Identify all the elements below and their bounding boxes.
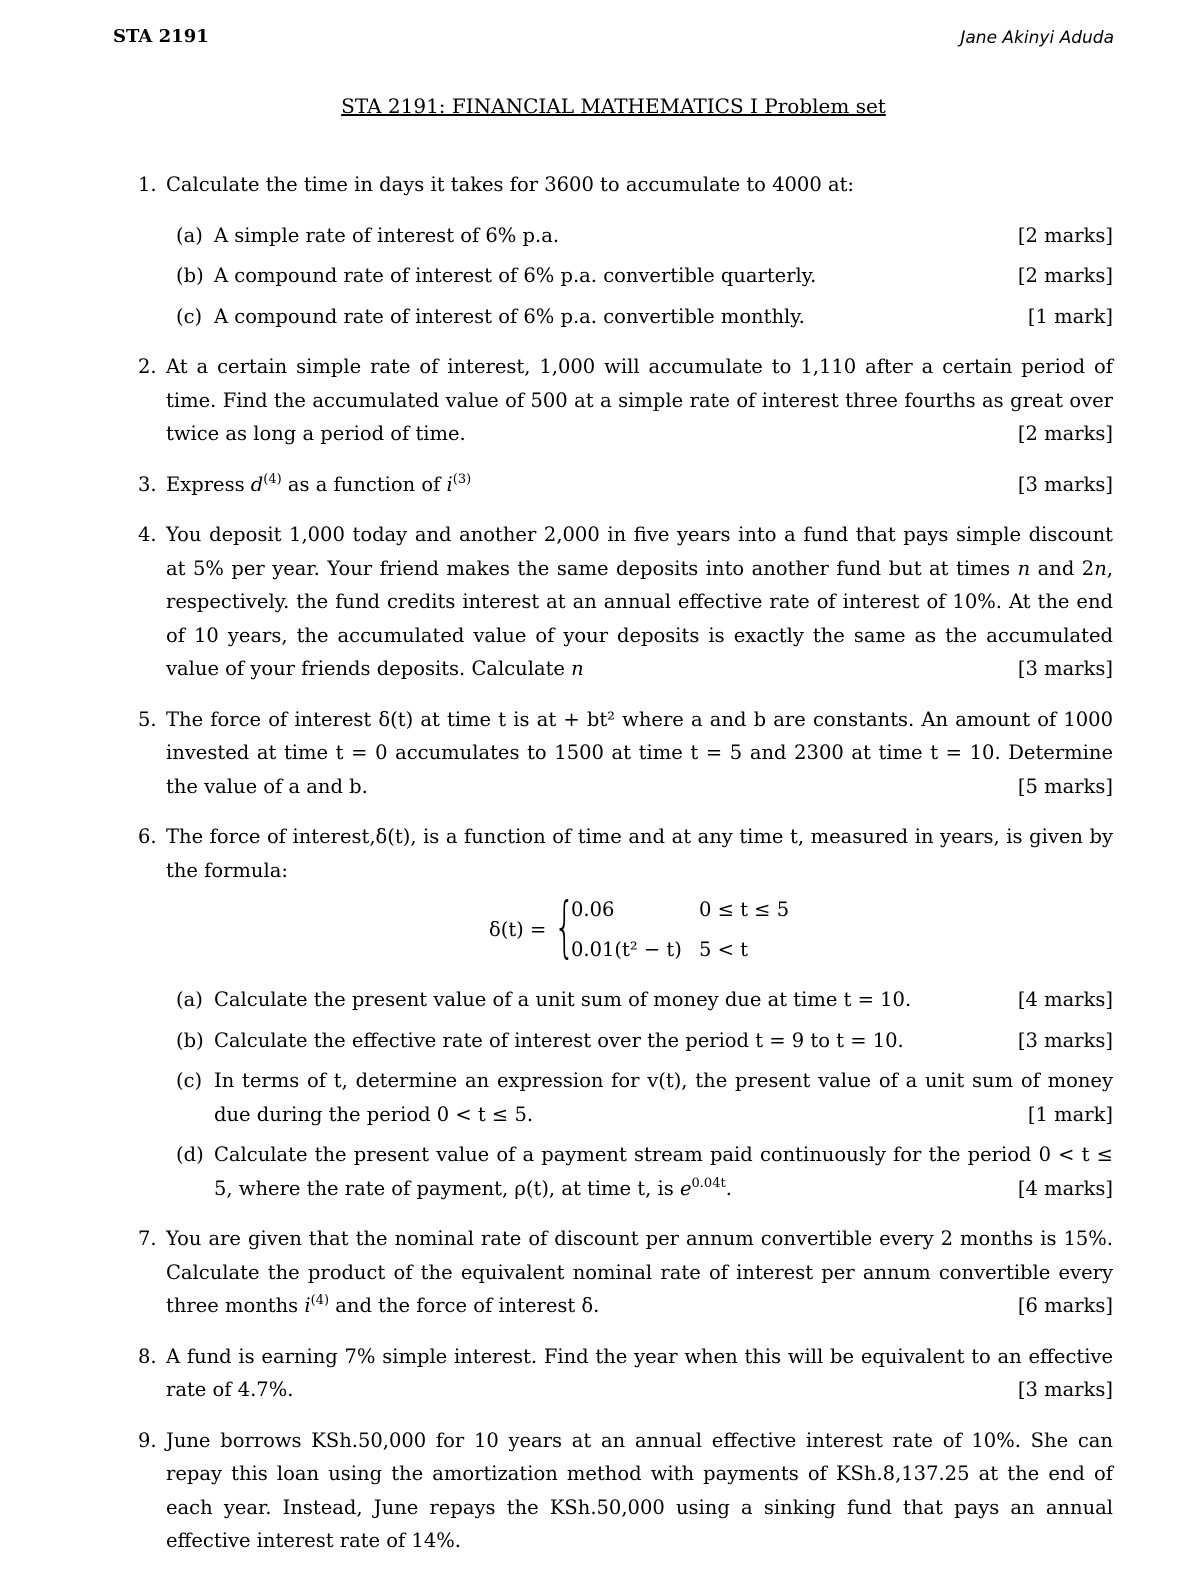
part-label: (a) <box>176 223 203 247</box>
marks: [3 marks] <box>1017 1028 1113 1052</box>
problem-7 <box>138 1222 1113 1323</box>
problem-text: Express <box>166 472 251 496</box>
part-d <box>166 1138 1113 1205</box>
part-label: (c) <box>176 304 203 328</box>
marks: [4 marks] <box>1017 1176 1113 1200</box>
marks: [6 marks] <box>1017 1294 1113 1317</box>
marks: [2 marks] <box>1017 264 1113 287</box>
case-1-value: 0.06 <box>571 898 615 921</box>
problem-number: 6. <box>138 825 157 848</box>
superscript: (4) <box>263 471 282 487</box>
author-name: Jane Akinyi Aduda <box>960 28 1114 48</box>
sub-parts <box>166 219 1113 334</box>
marks: [3 marks] <box>1017 657 1113 680</box>
marks: [4 marks] <box>1017 988 1113 1011</box>
marks: [2 marks] <box>1017 422 1113 445</box>
superscript: (3) <box>452 471 472 487</box>
problem-3 <box>138 468 1113 502</box>
superscript: 0.04t <box>691 1175 726 1191</box>
part-label: (b) <box>176 1028 204 1052</box>
problem-text: The force of interest δ(t) at time t is at + bt² where a and b are constants. An amount of 1000 invested at time t = 0 accumulates to 1500 at time t = 5 and 2300 at time t = 10. Determine the value of a and b. <box>166 707 1113 798</box>
problem-number: 4. <box>138 523 157 546</box>
marks: [1 mark] <box>1027 304 1113 328</box>
formula-lhs: δ(t) = <box>489 918 547 941</box>
problem-6 <box>138 820 1113 1205</box>
part-text: In terms of t, determine an expression for v(t), the present value of a unit sum of money due during the period 0 < t ≤ 5. <box>214 1069 1113 1126</box>
problem-4 <box>138 518 1113 686</box>
part-text: Calculate the present value of a unit sum of money due at time t = 10. <box>214 988 912 1011</box>
marks: [3 marks] <box>1017 1378 1113 1401</box>
marks: [1 mark] <box>1027 1102 1113 1126</box>
marks: [5 marks] <box>1017 774 1113 798</box>
course-code: STA 2191 <box>113 26 209 47</box>
problem-text: You deposit 1,000 today and another 2,000 in five years into a fund that pays simple discount at 5% per year. Your friend makes the same deposits into another fund but at times <box>166 523 1113 580</box>
problem-text: as a function of <box>281 472 447 496</box>
part-text: Calculate the present value of a payment stream paid continuously for the period 0 < t ≤ 5, where the rate of payment, ρ(t), at time t, is <box>214 1143 1113 1200</box>
symbol-i: i <box>304 1294 311 1317</box>
part-text: A compound rate of interest of 6% p.a. convertible monthly. <box>214 304 805 328</box>
part-a <box>166 983 1113 1017</box>
problem-list <box>138 168 1113 1575</box>
part-a <box>166 219 1113 253</box>
symbol-e: e <box>679 1176 692 1200</box>
problem-text: The force of interest,δ(t), is a function of time and at any time t, measured in years, is given by the formula: <box>166 825 1113 882</box>
problem-text: You are given that the nominal rate of discount per annum convertible every 2 months is 15%. Calculate the product of the equivalent nominal rate of interest per annum convertible every three months <box>166 1227 1113 1317</box>
problem-text: , respectively. the fund credits interest at an annual effective rate of interest of 10%. At the end of 10 years, the accumulated value of your deposits is exactly the same as the accumulated value of your friends deposits. Calculate <box>166 556 1113 680</box>
problem-number: 7. <box>138 1227 157 1250</box>
problem-5 <box>138 703 1113 804</box>
symbol-n: n <box>571 657 584 680</box>
problem-number: 9. <box>138 1428 157 1452</box>
problem-text: A fund is earning 7% simple interest. Find the year when this will be equivalent to an effective rate of 4.7%. <box>166 1344 1113 1401</box>
marks: [3 marks] <box>1017 472 1113 496</box>
problem-text: At a certain simple rate of interest, 1,000 will accumulate to 1,110 after a certain period of time. Find the accumulated value of 500 at a simple rate of interest three fourths as great over twice as long a period of time. <box>166 355 1113 445</box>
part-label: (c) <box>176 1069 203 1092</box>
problem-text: June borrows KSh.50,000 for 10 years at an annual effective interest rate of 10%. She can repay this loan using the amortization method with payments of KSh.8,137.25 at the end of each year. Instead, June repays the KSh.50,000 using a sinking fund that pays an annual effective interest rate of 14%. <box>166 1428 1113 1552</box>
part-c <box>166 1064 1113 1131</box>
part-b <box>166 1024 1113 1058</box>
problem-text: Calculate the time in days it takes for 3600 to accumulate to 4000 at: <box>166 173 854 196</box>
part-b <box>166 259 1113 293</box>
formula-brace: { <box>554 888 575 965</box>
part-text: A simple rate of interest of 6% p.a. <box>214 223 560 247</box>
problem-text: and the force of interest δ. <box>329 1294 600 1317</box>
problem-8 <box>138 1340 1113 1407</box>
problem-number: 5. <box>138 707 157 731</box>
problem-number: 2. <box>138 355 157 378</box>
problem-9 <box>138 1424 1113 1558</box>
symbol-d: d <box>250 472 264 496</box>
symbol-i: i <box>446 472 453 496</box>
symbol-n: n <box>1017 556 1031 580</box>
part-label: (b) <box>176 264 204 287</box>
symbol-n: n <box>1094 556 1107 580</box>
problem-number: 1. <box>138 173 157 196</box>
part-text: Calculate the effective rate of interest over the period t = 9 to t = 10. <box>214 1028 904 1052</box>
case-2-value: 0.01(t² − t) <box>571 938 682 961</box>
page-title: STA 2191: FINANCIAL MATHEMATICS I Problem set <box>341 94 886 118</box>
part-label: (a) <box>176 988 203 1011</box>
part-label: (d) <box>176 1143 204 1166</box>
case-1-condition: 0 ≤ t ≤ 5 <box>699 898 790 921</box>
superscript: (4) <box>310 1293 330 1308</box>
part-c <box>166 300 1113 334</box>
sub-parts <box>166 983 1113 1205</box>
problem-text: and 2 <box>1030 556 1095 580</box>
case-2-condition: 5 < t <box>699 938 748 961</box>
problem-number: 8. <box>138 1344 157 1368</box>
part-text: A compound rate of interest of 6% p.a. convertible quarterly. <box>214 264 817 287</box>
part-text: . <box>725 1176 732 1200</box>
problem-number: 3. <box>138 472 157 496</box>
marks: [2 marks] <box>1017 223 1113 247</box>
problem-2 <box>138 350 1113 451</box>
problem-1 <box>138 168 1113 333</box>
piecewise-formula <box>166 889 1113 977</box>
